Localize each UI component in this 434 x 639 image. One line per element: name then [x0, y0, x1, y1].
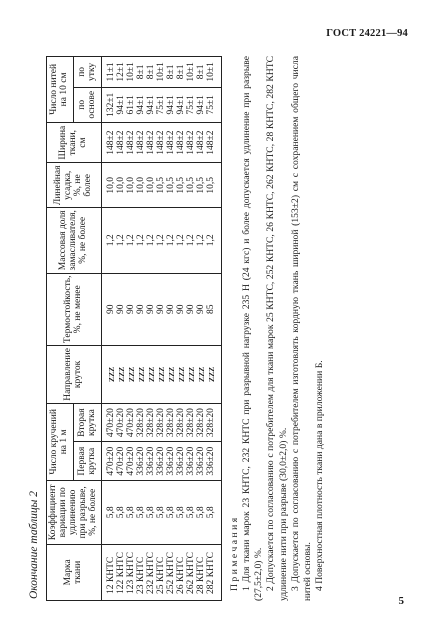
table-body [101, 57, 221, 601]
cell-coef: 5,8 [117, 480, 127, 544]
table-caption: Окончание таблицы 2 [28, 491, 40, 599]
cell-direction: ZZZ [197, 346, 207, 404]
cell-moisture: 1,2 [167, 208, 177, 273]
col-second-twist: Вторая крутка [74, 403, 101, 442]
cell-weft: 94±1 [117, 87, 127, 122]
document-code: ГОСТ 24221—94 [326, 28, 408, 39]
cell-moisture: 1,2 [137, 208, 147, 273]
cell-thermo: 90 [147, 273, 157, 346]
col-threads-group: Число нитей на 10 см [47, 57, 74, 123]
cell-width: 148±2 [207, 122, 221, 163]
cell-thermo: 90 [117, 273, 127, 346]
table-row [207, 57, 221, 601]
cell-mark: 232 КНТС [147, 544, 157, 600]
note-item: 2 Допускается по согласованию с потребителем для ткани марок 25 КНТС, 252 КНТС, 26 КНТС, 262 КНТС, 28 КНТС, 282 КНТС удлинение нити при разрыве (30,0±2,0) %. [265, 56, 289, 601]
cell-warp: 8±1 [167, 57, 177, 88]
cell-weft: 132±1 [101, 87, 116, 122]
cell-direction: ZZZ [207, 346, 221, 404]
col-width: Ширина ткани, см [47, 122, 102, 163]
cell-coef: 5,8 [147, 480, 157, 544]
cell-weft: 94±1 [197, 87, 207, 122]
page-number: 5 [398, 595, 404, 607]
cell-mark: 12 КНТС [101, 544, 116, 600]
cell-mark: 262 КНТС [187, 544, 197, 600]
cell-shrink: 10,5 [177, 163, 187, 208]
cell-first-twist: 336±20 [187, 442, 197, 481]
col-moisture: Массовая доля замасливателя, %, не более [47, 208, 102, 273]
cell-mark: 25 КНТС [157, 544, 167, 600]
col-thermo: Термостойкость, %, не менее [47, 273, 102, 346]
cell-second-twist: 328±20 [207, 403, 221, 442]
rotated-content [28, 56, 408, 601]
note-item: 4 Поверхностная плотность ткани дана в приложении Б. [314, 360, 326, 591]
cell-shrink: 10,5 [157, 163, 167, 208]
cell-thermo: 90 [127, 273, 137, 346]
cell-thermo: 90 [101, 273, 116, 346]
cell-shrink: 10,0 [147, 163, 157, 208]
cell-coef: 5,8 [197, 480, 207, 544]
cell-weft: 75±1 [157, 87, 167, 122]
cell-thermo: 90 [167, 273, 177, 346]
cell-direction: ZZZ [187, 346, 197, 404]
cell-shrink: 10,0 [127, 163, 137, 208]
cell-weft: 94±1 [167, 87, 177, 122]
cell-moisture: 1,2 [177, 208, 187, 273]
cell-second-twist: 470±20 [117, 403, 127, 442]
cell-warp: 8±1 [137, 57, 147, 88]
cell-second-twist: 328±20 [197, 403, 207, 442]
cell-warp: 10±1 [157, 57, 167, 88]
cell-warp: 12±1 [117, 57, 127, 88]
cell-moisture: 1,2 [147, 208, 157, 273]
cell-second-twist: 328±20 [157, 403, 167, 442]
cell-second-twist: 328±20 [177, 403, 187, 442]
col-first-twist: Первая крутка [74, 442, 101, 481]
cell-second-twist: 470±20 [127, 403, 137, 442]
cell-shrink: 10,5 [167, 163, 177, 208]
cell-coef: 5,8 [157, 480, 167, 544]
cell-warp: 10±1 [207, 57, 221, 88]
cell-direction: ZZZ [177, 346, 187, 404]
cell-weft: 75±1 [187, 87, 197, 122]
cell-second-twist: 470±20 [101, 403, 116, 442]
cell-moisture: 1,2 [157, 208, 167, 273]
cell-width: 148±2 [177, 122, 187, 163]
cell-width: 148±2 [167, 122, 177, 163]
cell-direction: ZZZ [117, 346, 127, 404]
table-row [101, 57, 116, 601]
cell-shrink: 10,5 [187, 163, 197, 208]
cell-shrink: 10,0 [101, 163, 116, 208]
cell-width: 148±2 [117, 122, 127, 163]
note-item: 3 Допускается по согласованию с потребителем изготовлять кордную ткань шириной (153±2) см с сохранением общего числа нитей основы. [289, 56, 314, 601]
cell-width: 148±2 [147, 122, 157, 163]
cell-warp: 10±1 [187, 57, 197, 88]
table-header [47, 57, 102, 601]
cell-warp: 8±1 [147, 57, 157, 88]
cell-weft: 61±1 [127, 87, 137, 122]
cell-direction: ZZZ [127, 346, 137, 404]
note-item: 1 Для ткани марок 23 КНТС, 232 КНТС при разрывной нагрузке 235 Н (24 кгс) и более допускается удлинение при разрыве (27,5±2,0) %. [240, 56, 265, 601]
cell-width: 148±2 [157, 122, 167, 163]
cell-first-twist: 336±20 [147, 442, 157, 481]
cell-width: 148±2 [187, 122, 197, 163]
cell-shrink: 10,0 [117, 163, 127, 208]
col-twist-group: Число кручений на 1 м [47, 403, 74, 480]
cell-coef: 5,8 [207, 480, 221, 544]
cell-coef: 5,8 [127, 480, 137, 544]
cell-mark: 26 КНТС [177, 544, 187, 600]
cell-shrink: 10,5 [197, 163, 207, 208]
cell-first-twist: 336±20 [177, 442, 187, 481]
cell-thermo: 90 [187, 273, 197, 346]
col-warp: по утку [74, 57, 101, 88]
cell-moisture: 1,2 [207, 208, 221, 273]
cell-second-twist: 328±20 [137, 403, 147, 442]
cell-weft: 75±1 [207, 87, 221, 122]
cell-first-twist: 336±20 [167, 442, 177, 481]
col-direction: Направление круток [47, 346, 102, 404]
cell-coef: 5,8 [137, 480, 147, 544]
notes [229, 56, 327, 601]
cell-moisture: 1,2 [101, 208, 116, 273]
cell-warp: 8±1 [177, 57, 187, 88]
cell-width: 148±2 [127, 122, 137, 163]
cell-direction: ZZZ [147, 346, 157, 404]
cell-weft: 94±1 [147, 87, 157, 122]
cell-coef: 5,8 [177, 480, 187, 544]
cell-mark: 123 КНТС [127, 544, 137, 600]
cell-mark: 252 КНТС [167, 544, 177, 600]
cell-warp: 11±1 [101, 57, 116, 88]
cell-first-twist: 470±20 [117, 442, 127, 481]
cell-width: 148±2 [197, 122, 207, 163]
col-shrink: Линейная усадка, %, не более [47, 163, 102, 208]
cell-thermo: 85 [207, 273, 221, 346]
cell-first-twist: 470±20 [101, 442, 116, 481]
cell-first-twist: 470±20 [127, 442, 137, 481]
cell-second-twist: 328±20 [187, 403, 197, 442]
cell-direction: ZZZ [101, 346, 116, 404]
data-table [46, 56, 222, 601]
cell-coef: 5,8 [167, 480, 177, 544]
cell-mark: 23 КНТС [137, 544, 147, 600]
col-mark: Марка ткани [47, 544, 102, 600]
cell-weft: 94±1 [137, 87, 147, 122]
cell-thermo: 90 [157, 273, 167, 346]
cell-weft: 94±1 [177, 87, 187, 122]
notes-heading: Примечания [228, 515, 240, 591]
cell-shrink: 10,0 [137, 163, 147, 208]
cell-thermo: 90 [177, 273, 187, 346]
cell-warp: 10±1 [127, 57, 137, 88]
cell-mark: 282 КНТС [207, 544, 221, 600]
cell-shrink: 10,5 [207, 163, 221, 208]
cell-first-twist: 336±20 [137, 442, 147, 481]
cell-moisture: 1,2 [127, 208, 137, 273]
col-weft: по основе [74, 87, 101, 122]
cell-second-twist: 328±20 [147, 403, 157, 442]
cell-coef: 5,8 [101, 480, 116, 544]
cell-first-twist: 336±20 [197, 442, 207, 481]
cell-mark: 122 КНТС [117, 544, 127, 600]
cell-moisture: 1,2 [197, 208, 207, 273]
cell-second-twist: 328±20 [167, 403, 177, 442]
cell-mark: 28 КНТС [197, 544, 207, 600]
cell-direction: ZZZ [167, 346, 177, 404]
col-coef: Коэффициент вариации по удлинению при разрыве, %, не более [47, 480, 102, 544]
cell-thermo: 90 [137, 273, 147, 346]
cell-moisture: 1,2 [187, 208, 197, 273]
cell-warp: 8±1 [197, 57, 207, 88]
cell-direction: ZZZ [157, 346, 167, 404]
cell-first-twist: 336±20 [157, 442, 167, 481]
cell-first-twist: 336±20 [207, 442, 221, 481]
cell-width: 148±2 [137, 122, 147, 163]
cell-moisture: 1,2 [117, 208, 127, 273]
cell-direction: ZZZ [137, 346, 147, 404]
cell-thermo: 90 [197, 273, 207, 346]
cell-width: 148±2 [101, 122, 116, 163]
cell-coef: 5,8 [187, 480, 197, 544]
